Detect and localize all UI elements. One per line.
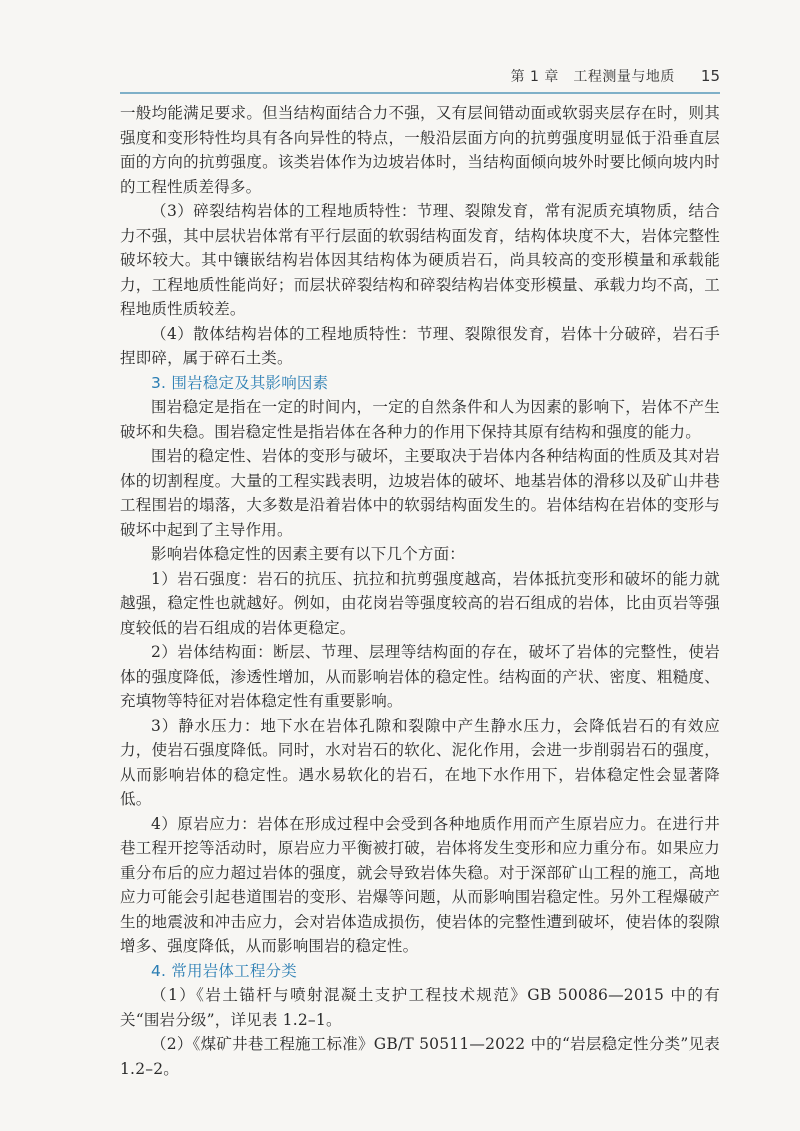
section-heading-4: 4. 常用岩体工程分类 — [151, 961, 297, 980]
chapter-title: 第 1 章 工程测量与地质 — [510, 69, 675, 85]
paragraph-factor-structural-planes: 2）岩体结构面：断层、节理、层理等结构面的存在，破坏了岩体的完整性，使岩体的强度降低，渗透性增加，从而影响岩体的稳定性。结构面的产状、密度、粗糙度、充填物等特征对岩体稳定性有重要影响。 — [120, 643, 720, 710]
paragraph-classification-1: （1）《岩土锚杆与喷射混凝土支护工程技术规范》GB 50086—2015 中的有关“围岩分级”，详见表 1.2–1。 — [120, 986, 720, 1029]
header-rule — [120, 92, 720, 94]
paragraph-stability-definition: 围岩稳定是指在一定的时间内，一定的自然条件和人为因素的影响下，岩体不产生破坏和失稳。围岩稳定性是指岩体在各种力的作用下保持其原有结构和强度的能力。 — [120, 398, 720, 441]
paragraph-factor-in-situ-stress: 4）原岩应力：岩体在形成过程中会受到各种地质作用而产生原岩应力。在进行井巷工程开挖等活动时，原岩应力平衡被打破，岩体将发生变形和应力重分布。如果应力重分布后的应力超过岩体的强度，就会导致岩体失稳。对于深部矿山工程的施工，高地应力可能会引起巷道围岩的变形、岩爆等问题，从而影响围岩稳定性。另外工程爆破产生的地震波和冲击应力，会对岩体造成损伤，使岩体的完整性遭到破坏，使岩体的裂隙增多、强度降低，从而影响围岩的稳定性。 — [120, 814, 720, 955]
paragraph-continuation: 一般均能满足要求。但当结构面结合力不强，又有层间错动面或软弱夹层存在时，则其强度和变形特性均具有各向异性的特点，一般沿层面方向的抗剪强度明显低于沿垂直层面的方向的抗剪强度。该类岩体作为边坡岩体时，当结构面倾向坡外时要比倾向坡内时的工程性质差得多。 — [120, 104, 720, 196]
page-body — [120, 101, 720, 1081]
paragraph-factors-intro: 影响岩体稳定性的因素主要有以下几个方面： — [151, 545, 466, 563]
paragraph-loose-structure: （4）散体结构岩体的工程地质特性：节理、裂隙很发育，岩体十分破碎，岩石手捏即碎，属于碎石土类。 — [120, 324, 720, 367]
paragraph-stability-depends: 围岩的稳定性、岩体的变形与破坏，主要取决于岩体内各种结构面的性质及其对岩体的切割程度。大量的工程实践表明，边坡岩体的破坏、地基岩体的滑移以及矿山井巷工程围岩的塌落，大多数是沿着岩体中的软弱结构面发生的。岩体结构在岩体的变形与破坏中起到了主导作用。 — [120, 447, 720, 539]
paragraph-classification-2: （2）《煤矿井巷工程施工标准》GB/T 50511—2022 中的“岩层稳定性分类”见表 1.2–2。 — [120, 1035, 720, 1078]
section-heading-3: 3. 围岩稳定及其影响因素 — [151, 373, 329, 392]
paragraph-factor-rock-strength: 1）岩石强度：岩石的抗压、抗拉和抗剪强度越高，岩体抵抗变形和破坏的能力就越强，稳定性也就越好。例如，由花岗岩等强度较高的岩石组成的岩体，比由页岩等强度较低的岩石组成的岩体更稳定。 — [120, 569, 720, 637]
paragraph-factor-hydrostatic-pressure: 3）静水压力：地下水在岩体孔隙和裂隙中产生静水压力，会降低岩石的有效应力，使岩石强度降低。同时，水对岩石的软化、泥化作用，会进一步削弱岩石的强度，从而影响岩体的稳定性。遇水易软化的岩石，在地下水作用下，岩体稳定性会显著降低。 — [120, 716, 720, 808]
paragraph-fractured-structure: （3）碎裂结构岩体的工程地质特性：节理、裂隙发育，常有泥质充填物质，结合力不强，其中层状岩体常有平行层面的软弱结构面发育，结构体块度不大，岩体完整性破坏较大。其中镶嵌结构岩体因其结构体为硬质岩石，尚具较高的变形模量和承载能力，工程地质性能尚好；而层状碎裂结构和碎裂结构岩体变形模量、承载力均不高，工程地质性质较差。 — [120, 202, 720, 318]
running-header — [120, 62, 720, 90]
page-number: 15 — [700, 67, 720, 85]
